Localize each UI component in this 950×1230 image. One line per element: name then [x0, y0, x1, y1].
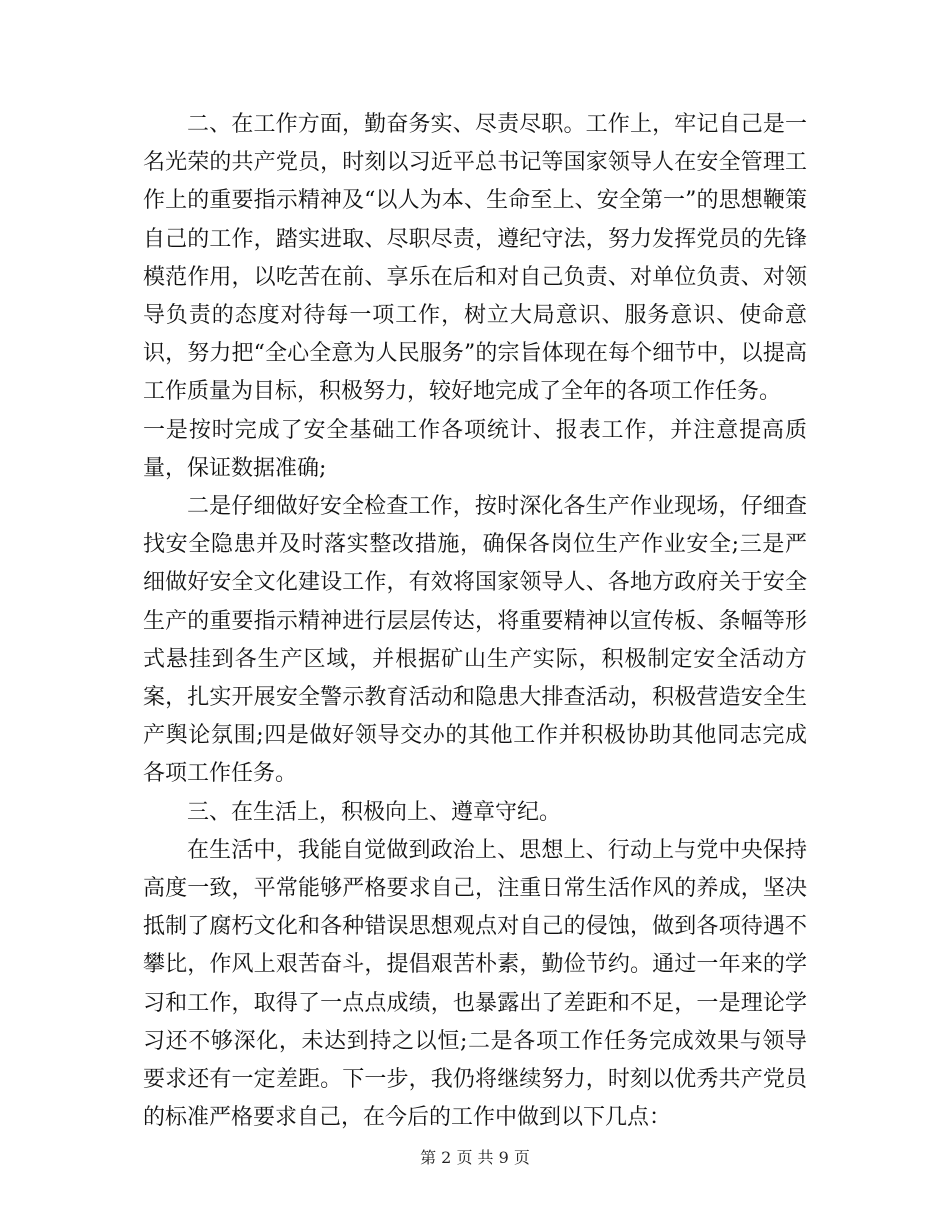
paragraph-work-aspect: 二、在工作方面，勤奋务实、尽责尽职。工作上，牢记自己是一名光荣的共产党员，时刻以习近平总书记等国家领导人在安全管理工作上的重要指示精神及“以人为本、生命至上、安全第一”的思想鞭策自己的工作，踏实进取、尽职尽责，遵纪守法，努力发挥党员的先锋模范作用，以吃苦在前、享乐在后和对自己负责、对单位负责、对领导负责的态度对待每一项工作，树立大局意识、服务意识、使命意识，努力把“全心全意为人民服务”的宗旨体现在每个细节中，以提高工作质量为目标，积极努力，较好地完成了全年的各项工作任务。	[143, 112, 807, 405]
document-body	[143, 106, 807, 1137]
page-number-footer: 第 2 页 共 9 页	[420, 1148, 530, 1167]
paragraph-life-details: 在生活中，我能自觉做到政治上、思想上、行动上与党中央保持高度一致，平常能够严格要求自己，注重日常生活作风的养成，坚决抵制了腐朽文化和各种错误思想观点对自己的侵蚀，做到各项待遇不攀比，作风上艰苦奋斗，提倡艰苦朴素，勤俭节约。通过一年来的学习和工作，取得了一点点成绩，也暴露出了差距和不足，一是理论学习还不够深化，未达到持之以恒;二是各项工作任务完成效果与领导要求还有一定差距。下一步，我仍将继续努力，时刻以优秀共产党员的标准严格要求自己，在今后的工作中做到以下几点：	[143, 837, 807, 1131]
paragraph-items-two-to-four: 二是仔细做好安全检查工作，按时深化各生产作业现场，仔细查找安全隐患并及时落实整改措施，确保各岗位生产作业安全;三是严细做好安全文化建设工作，有效将国家领导人、各地方政府关于安全生产的重要指示精神进行层层传达，将重要精神以宣传板、条幅等形式悬挂到各生产区域，并根据矿山生产实际，积极制定安全活动方案，扎实开展安全警示教育活动和隐患大排查活动，积极营造安全生产舆论氛围;四是做好领导交办的其他工作并积极协助其他同志完成各项工作任务。	[143, 494, 807, 787]
paragraph-item-one: 一是按时完成了安全基础工作各项统计、报表工作，并注意提高质量，保证数据准确;	[143, 417, 807, 481]
paragraph-life-heading: 三、在生活上，积极向上、遵章守纪。	[187, 799, 562, 825]
